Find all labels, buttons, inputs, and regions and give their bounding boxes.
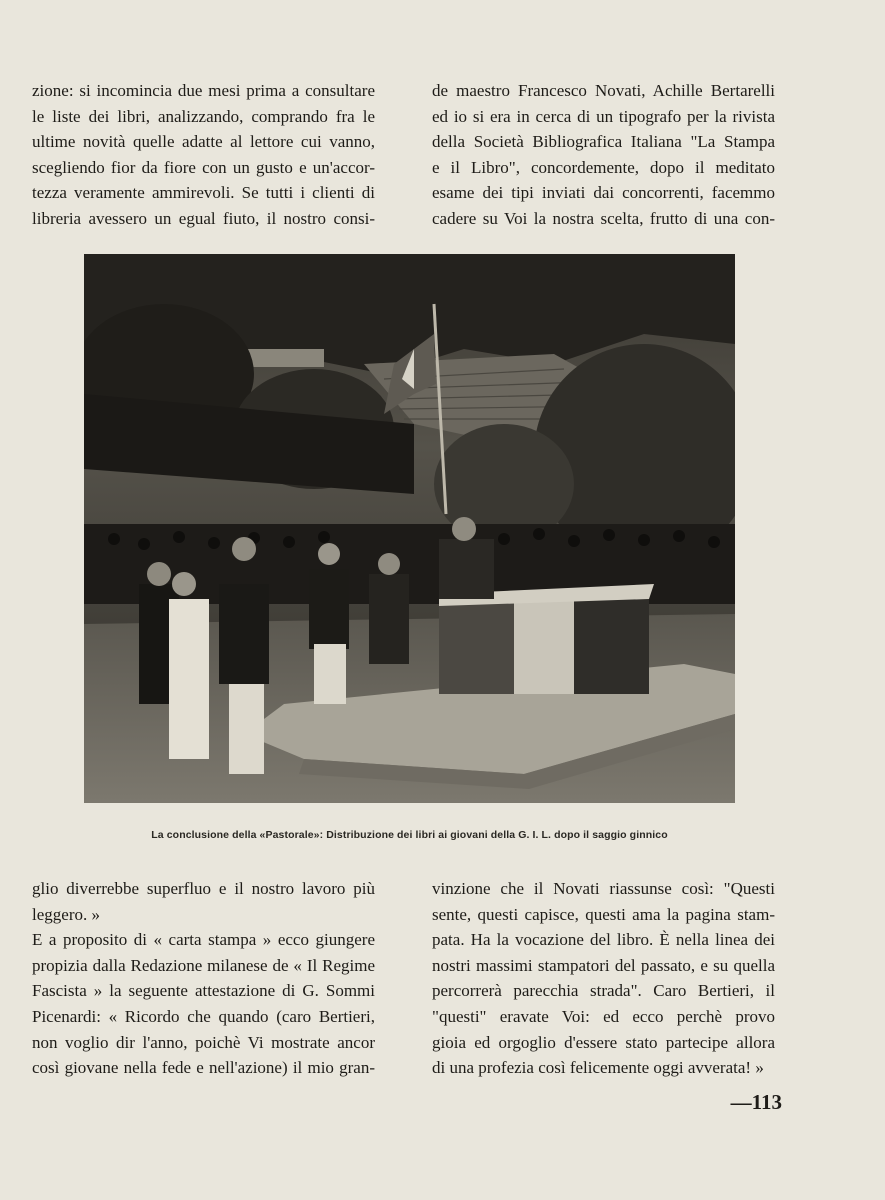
text-line: percorrerà parecchia strada". Caro Bertieri, il	[432, 981, 775, 1001]
text-line: libreria avessero un egual fiuto, il nostro consi-	[32, 208, 375, 228]
text-line: tezza veramente ammirevoli. Se tutti i clienti di	[32, 183, 375, 203]
text-line: e il Libro", concordemente, dopo il meditato	[432, 157, 775, 177]
text-line: gioia ed orgoglio d'essere stato partecipe allora	[432, 1032, 775, 1052]
text-line: così giovane nella fede e nell'azione) il mio gran-	[32, 1058, 375, 1078]
photo-caption: La conclusione della «Pastorale»: Distribuzione dei libri ai giovani della G. I. L. dopo il saggio ginnico	[151, 829, 668, 841]
text-line: propizia dalla Redazione milanese de « Il Regime	[32, 955, 375, 975]
text-line: le liste dei libri, analizzando, comprando fra le	[32, 106, 375, 126]
text-line: Picenardi: « Ricordo che quando (caro Bertieri,	[32, 1006, 375, 1026]
text-line: scegliendo fior da fiore con un gusto e un'accor-	[32, 157, 375, 177]
text-line: della Società Bibliografica Italiana "La Stampa	[432, 132, 775, 152]
text-line: ultime novità quelle adatte al lettore cui vanno,	[32, 132, 375, 152]
text-line: glio diverrebbe superfluo e il nostro lavoro più	[32, 879, 375, 898]
text-line: leggero. »	[32, 904, 100, 924]
text-line: nostri massimi stampatori del passato, e su quella	[432, 955, 775, 975]
text-line: non voglio dir l'anno, poichè Vi mostrate ancor	[32, 1032, 375, 1052]
text-line: "questi" eravate Voi: ed ecco perchè provo	[432, 1006, 775, 1026]
text-line: pata. Ha la vocazione del libro. È nella linea dei	[432, 930, 775, 950]
text-column-bottom-right	[432, 876, 775, 1081]
text-line: ed io si era in cerca di un tipografo per la rivista	[432, 106, 775, 126]
text-line: Fascista » la seguente attestazione di G. Sommi	[32, 981, 375, 1001]
text-column-top-left	[32, 78, 375, 232]
text-line: E a proposito di « carta stampa » ecco giungere	[32, 930, 375, 950]
text-line: sente, questi capisce, questi ama la pagina stam-	[432, 904, 775, 924]
text-column-top-right	[432, 78, 775, 232]
text-column-bottom-left	[32, 876, 375, 1081]
text-line: de maestro Francesco Novati, Achille Bertarelli	[432, 81, 775, 100]
ceremony-photograph	[84, 254, 735, 803]
text-line: zione: si incomincia due mesi prima a consultare	[32, 81, 375, 100]
text-line: esame dei tipi inviati dai concorrenti, facemmo	[432, 183, 775, 203]
text-line: di una profezia così felicemente oggi avverata! »	[432, 1058, 764, 1078]
page-number: —113	[730, 1090, 782, 1114]
text-line: cadere su Voi la nostra scelta, frutto di una con-	[432, 208, 775, 228]
text-line: vinzione che il Novati riassunse così: "Questi	[432, 879, 775, 898]
